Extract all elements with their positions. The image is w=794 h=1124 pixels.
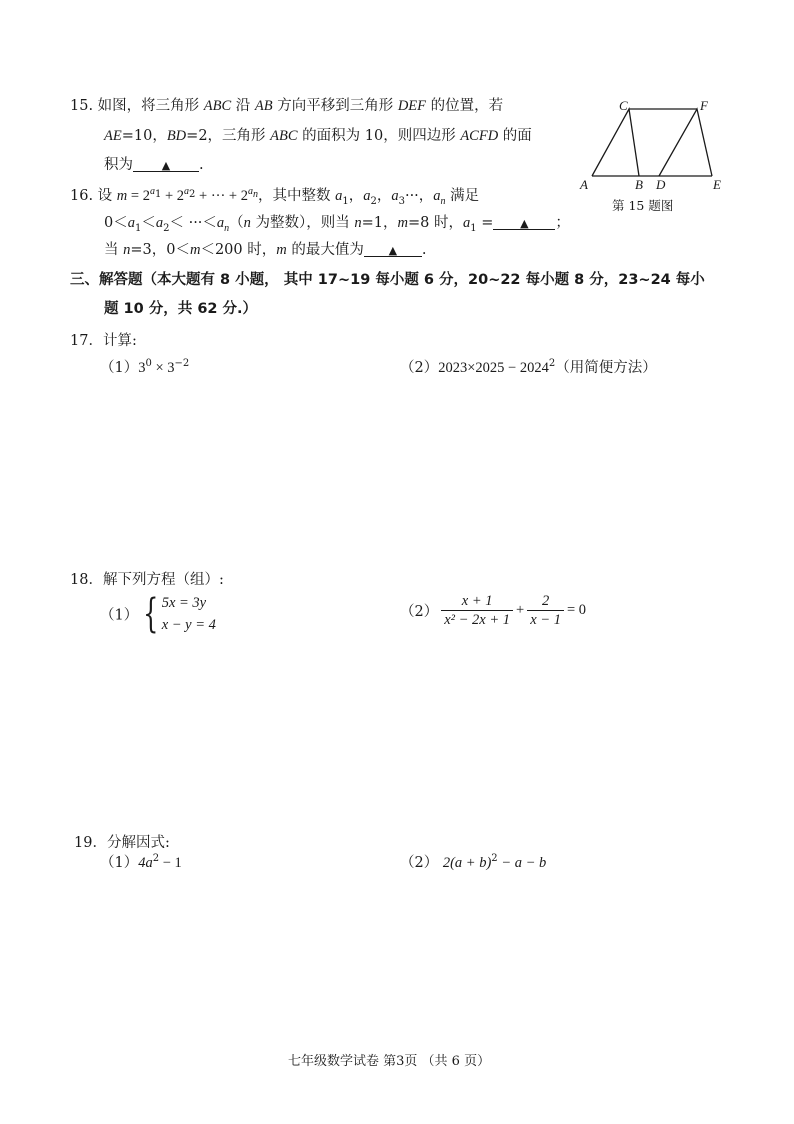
q18-title: 18．解下列方程（组）: [70, 572, 224, 588]
q15-text: ABC [203, 98, 232, 114]
q16-text: + ··· + 2 [195, 188, 248, 204]
fraction-denominator: x² − 2x + 1 [444, 612, 511, 628]
math-expr: − a − b [497, 855, 547, 871]
label-c: C [619, 98, 628, 113]
label-f: F [700, 98, 708, 113]
answer-blank[interactable] [493, 213, 555, 230]
q19-part1 [100, 853, 182, 873]
answer-blank[interactable] [364, 240, 422, 257]
q16-text: . [421, 242, 427, 258]
q15-number: 15. [70, 98, 94, 114]
q18-part1 [100, 592, 216, 636]
q16-number: 16. [70, 188, 94, 204]
math-exponent: 2 [491, 853, 498, 865]
math-operator: = 0 [566, 602, 587, 618]
q16-line2: $0<a_1<a_2< \cdot\cdot\cdot<a_n(n$ 为整数），则当 n=1，m=8 时，$a_1$ = ▲ ； [104, 215, 570, 234]
math-expr: × 3 [151, 360, 175, 376]
q16-text: （ [229, 215, 244, 231]
part-label: （1） [100, 607, 139, 624]
q17-title: 17．计算: [70, 333, 137, 349]
q16-text: ＜ ···＜ [169, 215, 217, 231]
q16-text: = 2 [127, 188, 150, 204]
q16-text: 设 [97, 188, 117, 204]
part-label: （1） [100, 855, 139, 871]
q16-var: a [391, 188, 399, 204]
part-label: （2） [400, 360, 439, 376]
q16-text: =3，0＜ [130, 242, 190, 258]
q15-text: ACFD [460, 128, 499, 144]
label-e: E [713, 177, 721, 192]
q16-text: + 2 [161, 188, 185, 204]
q16-line3 [104, 240, 426, 260]
math-operator: + [516, 602, 525, 618]
q15-text: 的面积为 10，则四边形 [297, 128, 461, 144]
math-expr: 3 [138, 360, 146, 376]
q15-text: =2，三角形 [186, 128, 271, 144]
q15-line2 [104, 126, 532, 146]
q16-var: a [184, 186, 190, 198]
q15-text: =10， [121, 128, 167, 144]
equation: 5x = 3y [161, 595, 207, 611]
q16-text: =1， [361, 215, 398, 231]
q16-var: a [216, 215, 225, 231]
q19-part2 [400, 853, 546, 873]
q16-text: ，其中整数 [257, 188, 336, 204]
fraction [441, 592, 513, 629]
q16-var: a [127, 215, 135, 231]
q16-text: 0＜ [104, 215, 128, 231]
q16-text: ； [555, 215, 570, 231]
fraction-numerator: 2 [527, 592, 564, 611]
q16-text: 为整数），则当 [250, 215, 355, 231]
q15-line3 [104, 155, 204, 175]
part-label: （2） [400, 855, 439, 871]
q16-var: a [433, 188, 441, 204]
q16-var: a [363, 188, 371, 204]
q16-var: m [276, 242, 287, 258]
q19-title: 19．分解因式: [74, 835, 170, 851]
q15-text: 的位置，若 [426, 98, 504, 114]
math-exponent: 0 [145, 358, 152, 370]
q16-var: a [149, 186, 155, 198]
q15-text: ABC [270, 128, 298, 144]
math-expr: − 1 [159, 855, 182, 871]
section3-header-cont: 题 10 分，共 62 分.） [104, 301, 258, 317]
fraction-numerator: x + 1 [441, 592, 513, 611]
label-d: D [656, 177, 666, 192]
triangle-icon: ▲ [161, 159, 171, 172]
q15-text: . [199, 157, 204, 173]
q16-var: n [243, 215, 251, 231]
q16-text: 满足 [445, 188, 480, 204]
q17-part1 [100, 358, 189, 378]
q15-text: 如图，将三角形 [97, 98, 204, 114]
fraction [527, 592, 564, 629]
math-exponent: 2 [548, 358, 556, 370]
math-note: （用简便方法） [555, 360, 657, 376]
math-expr: 2023×2025 − 2024 [438, 360, 549, 376]
math-exponent: 2 [152, 853, 160, 865]
answer-blank[interactable] [133, 155, 199, 172]
q15-text: 积为 [104, 157, 133, 173]
q18-part2 [400, 592, 586, 629]
q16-var: a [155, 215, 164, 231]
q16-text: =8 时， [408, 215, 463, 231]
fraction-denominator: x − 1 [530, 612, 561, 628]
q16-text: = [476, 215, 494, 231]
label-b: B [635, 177, 643, 192]
triangle-icon: ▲ [520, 217, 529, 230]
q16-var: a [462, 215, 471, 231]
q16-line1: 16. 设 $m = 2^{a_1} + 2^{a_2}$ + ··· + $2^{a_n}$，其中整数 $a_1$，$a_2$，$a_3\cdot\cdot\cdot$，$a_n$ 满足 [70, 186, 480, 207]
part-label: （1） [100, 360, 139, 376]
q16-var: m [397, 215, 408, 231]
q15-text: BD [166, 128, 187, 144]
q15-text: AE [104, 128, 122, 144]
q16-text: ， [376, 188, 392, 204]
q16-var: n [354, 215, 362, 231]
q15-text: 方向平移到三角形 [272, 98, 398, 114]
triangle-icon: ▲ [388, 244, 398, 257]
q15-text: DEF [397, 98, 427, 114]
part-label: （2） [400, 604, 439, 620]
q17-part2 [400, 358, 657, 378]
math-exponent: −2 [174, 358, 190, 370]
brace-icon: { [143, 591, 159, 637]
label-a: A [580, 177, 588, 192]
q16-text: ， [348, 188, 364, 204]
q16-text: 当 [104, 242, 124, 258]
q15-text: AB [254, 98, 273, 114]
triangle-abc [592, 109, 639, 176]
section3-header: 三、解答题（本大题有 8 小题， 其中 17~19 每小题 6 分，20~22 每小题 8 分，23~24 每小 [70, 272, 705, 288]
q15-line1 [70, 96, 503, 116]
q16-text: 的最大值为 [286, 242, 364, 258]
q16-text: ＜ [141, 215, 156, 231]
figure-caption: 第 15 题图 [612, 198, 674, 213]
q16-text: ＜200 时， [200, 242, 277, 258]
triangle-def [659, 109, 712, 176]
math-expr: 2(a + b) [442, 855, 492, 871]
q16-var: m [189, 242, 201, 258]
q16-var: a [335, 188, 343, 204]
q16-var: n [123, 242, 131, 258]
equation: x − y = 4 [161, 617, 216, 633]
equation-system [162, 592, 216, 636]
q16-text: ···， [404, 188, 434, 204]
q16-var: m [116, 188, 128, 204]
page-footer: 七年级数学试卷 第3页 （共 6 页） [288, 1054, 491, 1069]
math-expr: 4a [138, 855, 153, 871]
q15-text: 的面 [498, 128, 532, 144]
q15-text: 沿 [231, 98, 255, 114]
q16-var: a [247, 186, 253, 198]
